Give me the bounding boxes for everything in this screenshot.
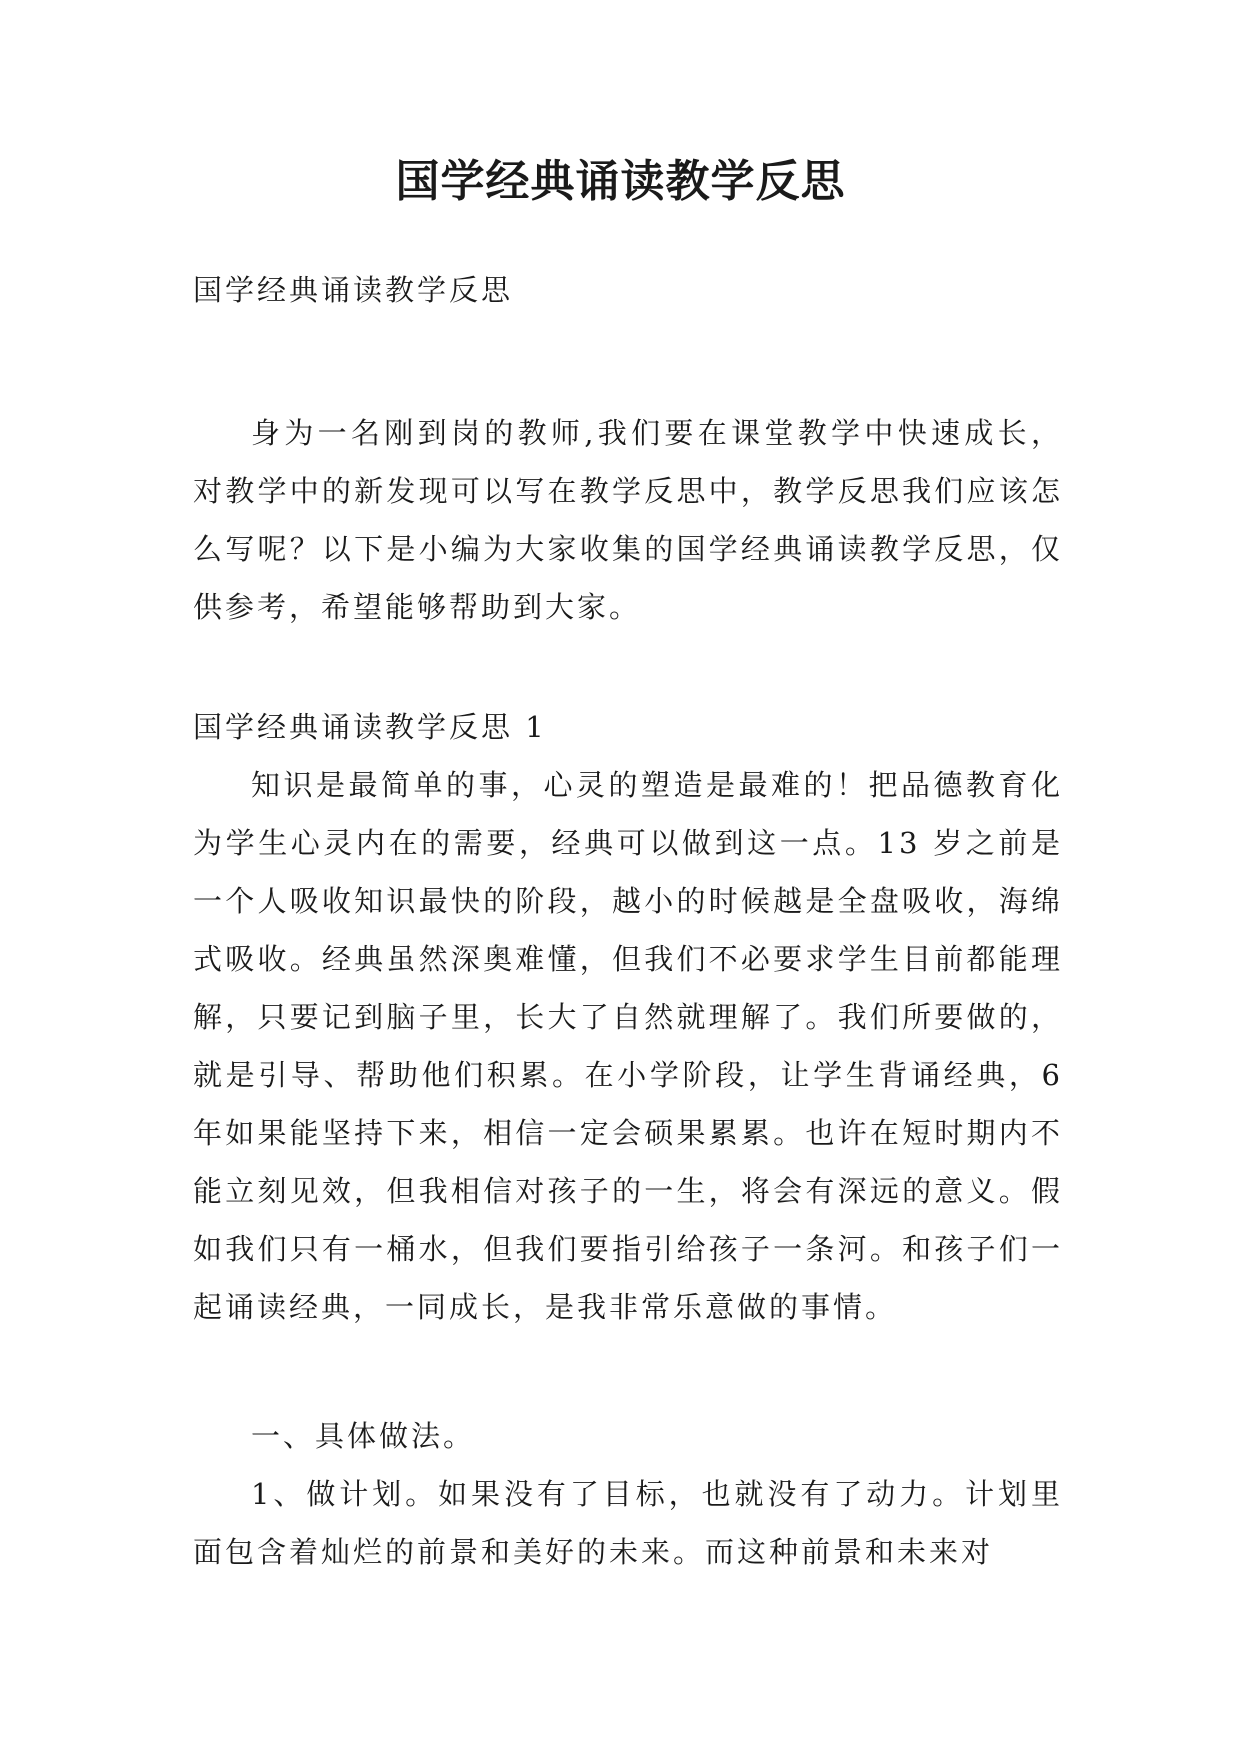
intro-paragraph: 身为一名刚到岗的教师,我们要在课堂教学中快速成长，对教学中的新发现可以写在教学反思中，教学反思我们应该怎么写呢？以下是小编为大家收集的国学经典诵读教学反思，仅供参考，希望能够帮助到大家。 (193, 416, 1063, 624)
body-paragraph-1: 知识是最简单的事，心灵的塑造是最难的！把品德教育化为学生心灵内在的需要，经典可以做到这一点。13 岁之前是一个人吸收知识最快的阶段，越小的时候越是全盘吸收，海绵式吸收。经典虽然深奥难懂，但我们不必要求学生目前都能理解，只要记到脑子里，长大了自然就理解了。我们所要做的，就是引导、帮助他们积累。在小学阶段，让学生背诵经典，6 年如果能坚持下来，相信一定会硕果累累。也许在短时期内不能立刻见效，但我相信对孩子的一生，将会有深远的意义。假如我们只有一桶水，但我们要指引给孩子一条河。和孩子们一起诵读经典，一同成长，是我非常乐意做的事情。 (193, 768, 1063, 1324)
document-subtitle: 国学经典诵读教学反思 (193, 273, 514, 307)
subsection-heading: 一、具体做法。 (251, 1419, 476, 1453)
list-item-1: 1、做计划。如果没有了目标，也就没有了动力。计划里面包含着灿烂的前景和美好的未来。而这种前景和未来对 (193, 1477, 1063, 1569)
section-heading: 国学经典诵读教学反思 1 (193, 710, 547, 744)
document-title: 国学经典诵读教学反思 (395, 156, 846, 207)
